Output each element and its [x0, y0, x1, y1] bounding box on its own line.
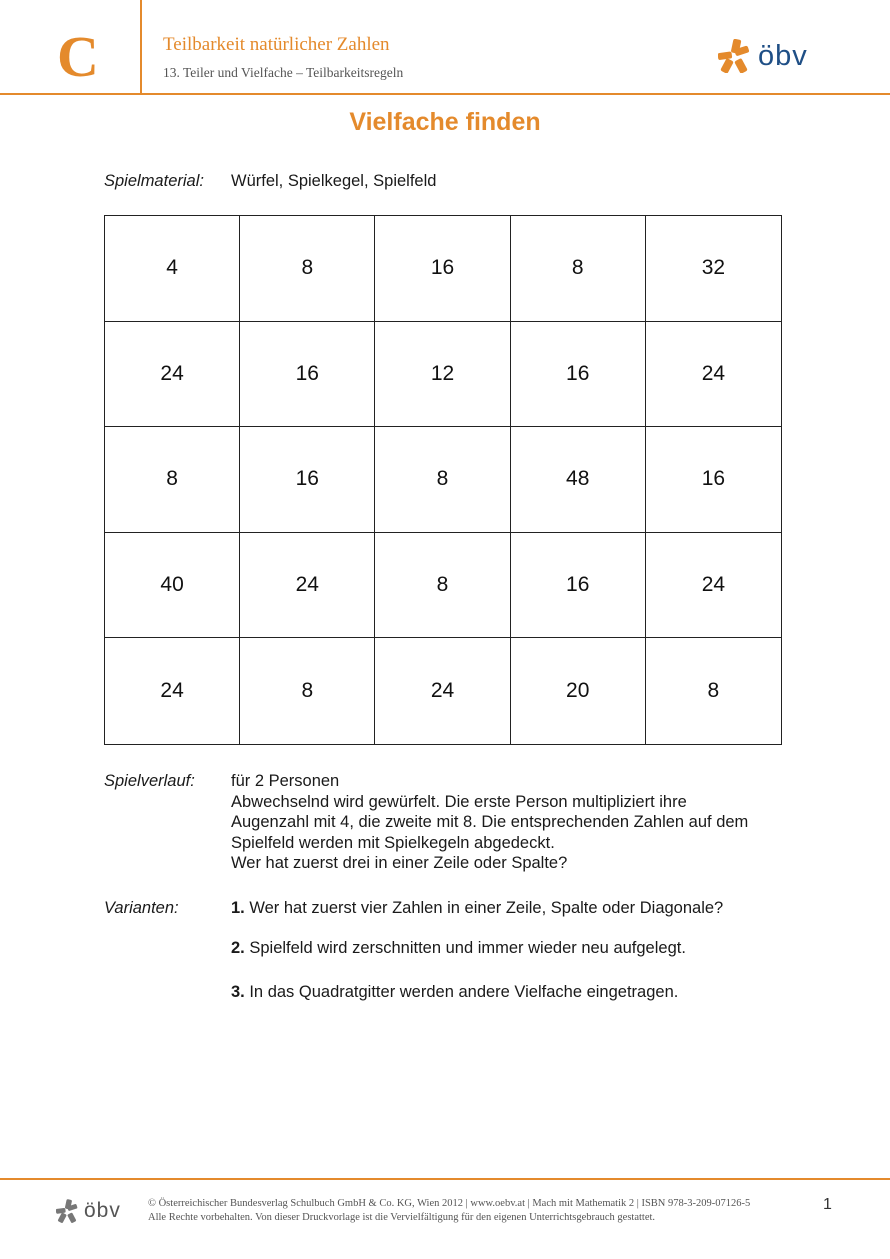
header-title: Teilbarkeit natürlicher Zahlen — [163, 34, 390, 55]
variant-text: In das Quadratgitter werden andere Vielfache eingetragen. — [244, 983, 679, 1001]
variant-text: Wer hat zuerst vier Zahlen in einer Zeile, Spalte oder Diagonale? — [244, 899, 724, 917]
header-subtitle: 13. Teiler und Vielfache – Teilbarkeitsregeln — [163, 65, 404, 80]
board-cell: 8 — [105, 427, 240, 533]
variant-item — [231, 982, 678, 1003]
board-cell: 24 — [105, 322, 240, 428]
board-cell: 20 — [511, 638, 646, 744]
board-cell: 24 — [646, 533, 781, 639]
variant-item — [231, 938, 686, 959]
chapter-letter: C — [57, 24, 99, 89]
header-divider — [140, 0, 142, 95]
board-cell: 16 — [511, 322, 646, 428]
procedure-text — [231, 771, 831, 874]
footer-copyright — [148, 1197, 750, 1225]
star-logo-icon — [718, 39, 750, 73]
board-cell: 8 — [240, 638, 375, 744]
board-cell: 16 — [646, 427, 781, 533]
board-cell: 16 — [375, 216, 510, 322]
board-cell: 12 — [375, 322, 510, 428]
material-value: Würfel, Spielkegel, Spielfeld — [231, 172, 437, 190]
footer-brand-name: öbv — [84, 1199, 121, 1222]
procedure-line: Abwechselnd wird gewürfelt. Die erste Person multipliziert ihre — [231, 792, 687, 811]
board-cell: 4 — [105, 216, 240, 322]
board-cell: 8 — [240, 216, 375, 322]
procedure-line: Augenzahl mit 4, die zweite mit 8. Die entsprechenden Zahlen auf dem — [231, 813, 749, 832]
board-cell: 16 — [240, 322, 375, 428]
game-board — [104, 215, 782, 745]
procedure-line: Wer hat zuerst drei in einer Zeile oder Spalte? — [231, 854, 568, 873]
header-rule — [0, 93, 890, 95]
brand-name: öbv — [758, 40, 808, 72]
board-cell: 32 — [646, 216, 781, 322]
variant-number: 2. — [231, 939, 245, 957]
board-cell: 8 — [511, 216, 646, 322]
board-cell: 24 — [240, 533, 375, 639]
variant-item — [231, 898, 723, 919]
procedure-line: Spielfeld werden mit Spielkegeln abgedeckt. — [231, 833, 555, 852]
board-cell: 48 — [511, 427, 646, 533]
board-cell: 40 — [105, 533, 240, 639]
footer-logo — [56, 1198, 121, 1224]
board-cell: 24 — [105, 638, 240, 744]
board-cell: 8 — [375, 427, 510, 533]
star-logo-icon — [56, 1199, 78, 1223]
board-cell: 16 — [511, 533, 646, 639]
page-number: 1 — [823, 1196, 832, 1213]
variant-number: 1. — [231, 899, 245, 917]
board-cell: 16 — [240, 427, 375, 533]
footer-line: © Österreichischer Bundesverlag Schulbuch GmbH & Co. KG, Wien 2012 | www.oebv.at | Mach mit Mathematik 2 | ISBN 978-3-209-07126-5 — [148, 1198, 751, 1209]
procedure-line: für 2 Personen — [231, 772, 340, 790]
variants-label: Varianten: — [104, 899, 179, 917]
board-cell: 24 — [375, 638, 510, 744]
publisher-logo — [718, 38, 808, 74]
board-cell: 8 — [707, 679, 720, 703]
footer-rule — [0, 1178, 890, 1180]
procedure-label: Spielverlauf: — [104, 772, 195, 790]
material-label: Spielmaterial: — [104, 172, 204, 190]
page-title: Vielfache finden — [349, 108, 541, 136]
variant-number: 3. — [231, 983, 245, 1001]
variant-text: Spielfeld wird zerschnitten und immer wieder neu aufgelegt. — [244, 939, 686, 957]
board-cell: 24 — [646, 322, 781, 428]
board-cell: 8 — [375, 533, 510, 639]
footer-line: Alle Rechte vorbehalten. Von dieser Druckvorlage ist die Vervielfältigung für den eigenen Unterrichtsgebrauch gestattet. — [148, 1212, 656, 1223]
